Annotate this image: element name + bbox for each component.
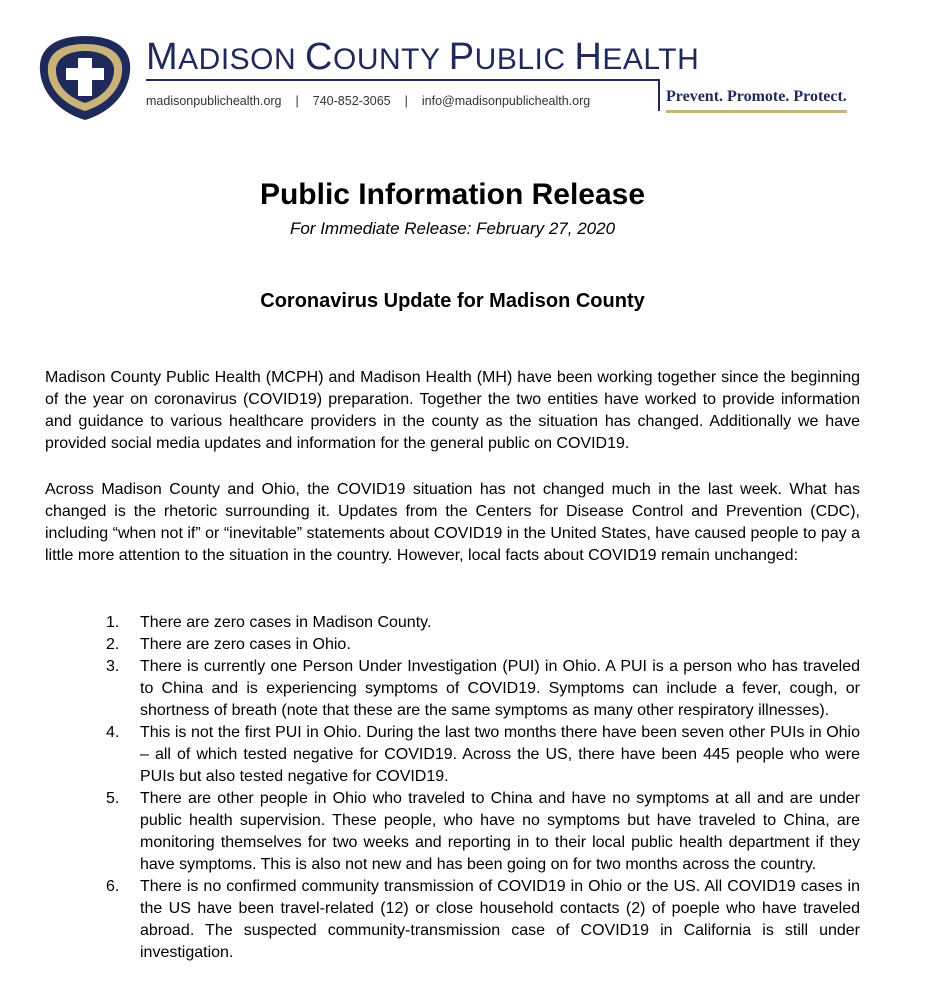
list-item: [106, 876, 860, 964]
list-item-text: There is currently one Person Under Investigation (PUI) in Ohio. A PUI is a person who has traveled to China and is experiencing symptoms of COVID19. Symptoms can include a fever, cough, or shortness of breath (note that these are the same symptoms as many other respiratory illnesses).: [140, 658, 860, 719]
header-divider: [146, 79, 658, 81]
list-item-text: There are other people in Ohio who traveled to China and have no symptoms at all and are under public health supervision. These people, who have no symptoms but have traveled to China, are monitoring themselves for two weeks and reporting in to their local public health department if they have symptoms. This is also not new and has been going on for two months across the country.: [140, 790, 860, 873]
phone-number: 740-852-3065: [312, 94, 391, 108]
release-date: For Immediate Release: February 27, 2020: [289, 219, 616, 238]
list-item: [106, 788, 860, 876]
cross-shield-icon: [38, 34, 132, 122]
list-item-number: 1.: [106, 614, 120, 631]
contact-line: [146, 94, 590, 108]
list-item-number: 4.: [106, 724, 120, 741]
list-item-number: 3.: [106, 658, 120, 675]
list-item: [106, 612, 860, 634]
header-divider-vertical: [658, 79, 660, 111]
tagline: Prevent. Promote. Protect.: [666, 88, 847, 113]
list-item: [106, 722, 860, 788]
list-item-number: 6.: [106, 878, 120, 895]
email-link[interactable]: info@madisonpublichealth.org: [421, 94, 591, 108]
list-item: [106, 656, 860, 722]
list-item-text: There are zero cases in Madison County.: [140, 614, 432, 631]
update-title: Coronavirus Update for Madison County: [260, 290, 645, 312]
facts-list: [106, 612, 860, 964]
organization-name: MADISON COUNTY PUBLIC HEALTH: [146, 36, 700, 78]
release-title: Public Information Release: [259, 178, 646, 211]
list-item: [106, 634, 860, 656]
body-paragraph: Madison County Public Health (MCPH) and Madison Health (MH) have been working together since the beginning of the year on coronavirus (COVID19) preparation. Together the two entities have worked to provide information and guidance to various healthcare providers in the county as the situation has changed. Additionally we have provided social media updates and information for the general public on COVID19.: [45, 369, 860, 452]
separator: |: [404, 94, 408, 108]
website-link[interactable]: madisonpublichealth.org: [146, 94, 282, 108]
list-item-text: This is not the first PUI in Ohio. During the last two months there have been seven other PUIs in Ohio – all of which tested negative for COVID19. Across the US, there have been 445 people who were PUIs but also tested negative for COVID19.: [140, 724, 860, 785]
list-item-number: 2.: [106, 636, 120, 653]
body-paragraph: Across Madison County and Ohio, the COVID19 situation has not changed much in the last week. What has changed is the rhetoric surrounding it. Updates from the Centers for Disease Control and Prevention (CDC), including “when not if” or “inevitable” statements about COVID19 in the United States, have caused people to pay a little more attention to the situation in the country. However, local facts about COVID19 remain unchanged:: [45, 481, 860, 564]
list-item-text: There is no confirmed community transmission of COVID19 in Ohio or the US. All COVID19 cases in the US have been travel-related (12) or close household contacts (2) of poeple who have traveled abroad. The suspected community-transmission case of COVID19 in California is still under investigation.: [140, 878, 860, 961]
list-item-text: There are zero cases in Ohio.: [140, 636, 351, 653]
list-item-number: 5.: [106, 790, 120, 807]
separator: |: [295, 94, 299, 108]
